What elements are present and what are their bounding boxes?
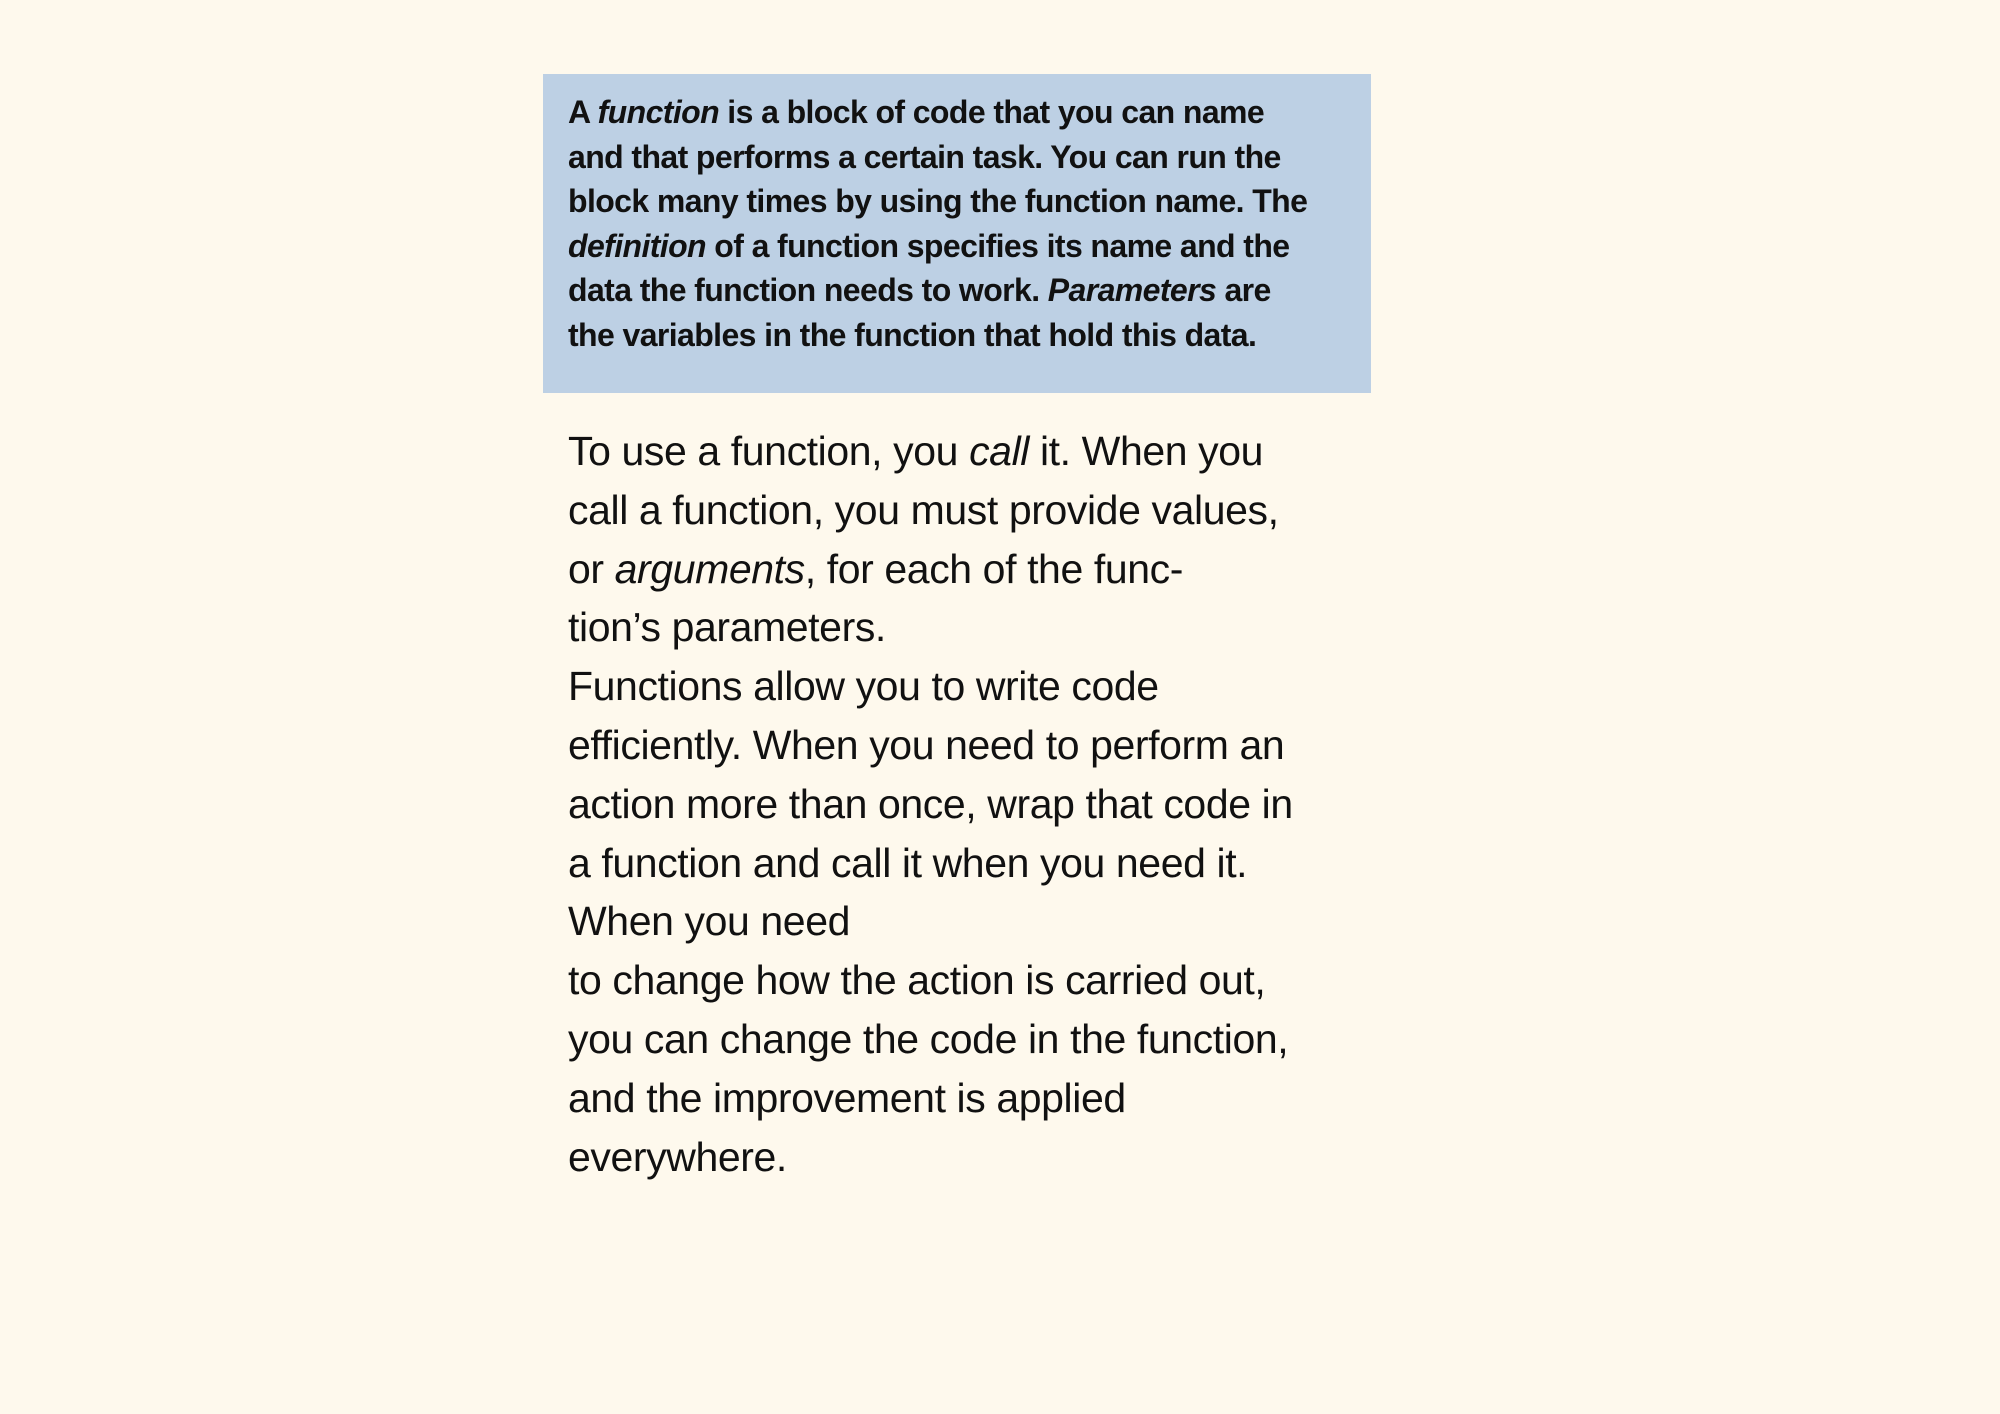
callout-text: A — [568, 94, 598, 130]
callout-text: of a function specifies its name and the — [705, 227, 1290, 264]
body-text: a function and call it when you need it. — [568, 839, 1248, 886]
body-line — [568, 775, 1368, 834]
callout-line — [568, 179, 1349, 224]
callout-line — [568, 313, 1349, 358]
callout-text: block many times by using the function name. The — [568, 183, 1308, 220]
body-text: , for each of the func- — [804, 545, 1184, 592]
body-line — [568, 1010, 1368, 1069]
body-line — [568, 1069, 1368, 1128]
body-text: efficiently. When you need to perform an — [568, 721, 1285, 768]
callout-term-parameters: Parameters — [1047, 272, 1217, 309]
callout-text: data the function needs to work. — [568, 272, 1048, 309]
body-text: and the improvement is applied — [568, 1074, 1126, 1121]
body-text: When you need — [568, 898, 851, 945]
body-text: to change how the action is carried out, — [568, 957, 1266, 1004]
body-text: action more than once, wrap that code in — [568, 780, 1293, 827]
body-text: tion’s parameters. — [568, 604, 886, 651]
body-text: you can change the code in the function, — [568, 1015, 1289, 1062]
callout-text: the variables in the function that hold this data. — [568, 316, 1257, 353]
callout-text: is a block of code that you can name — [719, 94, 1265, 130]
body-text: everywhere. — [568, 1133, 787, 1180]
body-line — [568, 716, 1368, 775]
body-line — [568, 834, 1368, 893]
body-term-arguments: arguments — [614, 545, 805, 592]
callout-line — [568, 224, 1349, 269]
body-text: To use a function, you — [568, 428, 970, 474]
body-text: or — [568, 545, 615, 592]
body-line — [568, 540, 1368, 599]
body-term-call: call — [969, 428, 1029, 474]
body-text: Functions allow you to write code — [568, 663, 1159, 710]
body-text: it. When you — [1028, 428, 1264, 474]
callout-line — [568, 135, 1349, 180]
callout-term-definition: definition — [568, 227, 706, 264]
callout-line — [568, 268, 1349, 313]
body-line — [568, 892, 1368, 951]
body-line — [568, 1128, 1368, 1187]
callout-text: and that performs a certain task. You can run the — [568, 138, 1281, 175]
callout-term-function: function — [597, 94, 720, 130]
body-line — [568, 481, 1368, 540]
callout-line — [568, 90, 1349, 135]
body-paragraphs — [568, 422, 1368, 1186]
body-line — [568, 657, 1368, 716]
body-line — [568, 951, 1368, 1010]
body-line — [568, 422, 1368, 481]
callout-text: are — [1216, 272, 1271, 309]
body-line — [568, 598, 1368, 657]
definition-callout — [543, 74, 1371, 393]
body-text: call a function, you must provide values, — [568, 486, 1279, 533]
